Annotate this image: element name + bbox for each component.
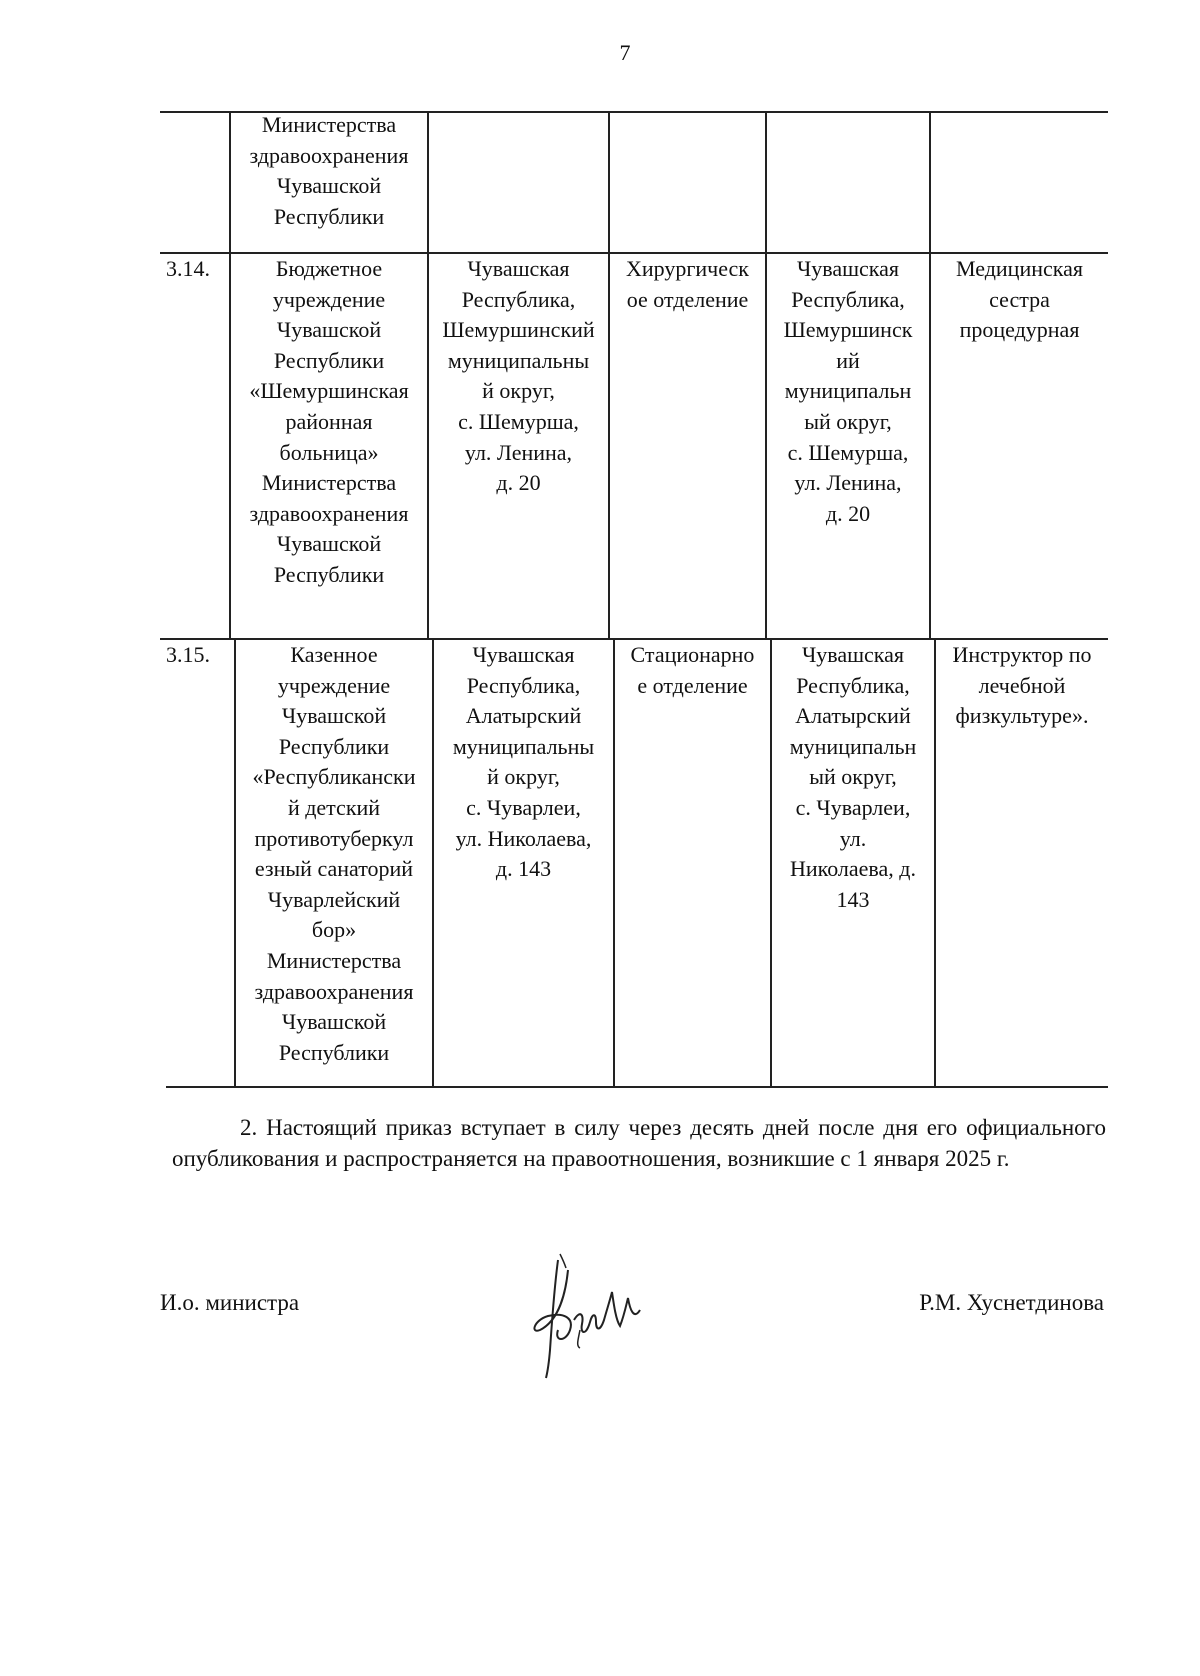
paragraph-text: 2. Настоящий приказ вступает в силу через десять дней после дня его официального опубликования и распространяется на правоотношения, возникшие с 1 января 2025 г. — [172, 1115, 1106, 1171]
table-cell-work-address: Чувашская Республика, Шемуршинск ий муниципальн ый округ, с. Шемурша, ул. Ленина, д. 20 — [783, 256, 913, 526]
table-col-divider — [608, 111, 610, 638]
table-cell-institution: Бюджетное учреждение Чувашской Республики «Шемуршинская районная больница» Министерства здравоохранения Чувашской Республики — [249, 256, 409, 587]
table-cell-institution: Казенное учреждение Чувашской Республики «Республикански й детский противотуберкул езный санаторий Чуварлейский бор» Министерства здравоохранения Чувашской Республики — [252, 642, 416, 1065]
signer-role: И.о. министра — [160, 1290, 300, 1315]
table-cell-address: Чувашская Республика, Шемуршинский муниципальны й округ, с. Шемурша, ул. Ленина, д. 20 — [442, 256, 595, 496]
table-cell-department: Стационарно е отделение — [630, 642, 755, 698]
table-cell-work-address: Чувашская Республика, Алатырский муниципальн ый округ, с. Чуварлеи, ул. Николаева, д. 143 — [789, 642, 917, 912]
table-cell-department: Хирургическ ое отделение — [626, 256, 749, 312]
table-col-divider — [929, 111, 931, 638]
table-col-divider — [613, 638, 615, 1086]
table-cell-position: Медицинская сестра процедурная — [955, 256, 1084, 343]
table-cell-number: 3.14. — [166, 256, 210, 281]
handwritten-signature — [530, 1250, 670, 1380]
table-cell-institution: Министерства здравоохранения Чувашской Республики — [249, 112, 409, 229]
table-cell-number: 3.15. — [166, 642, 210, 667]
order-paragraph — [172, 1112, 1106, 1174]
table-bottom-border — [166, 1086, 1108, 1088]
signer-name: Р.М. Хуснетдинова — [919, 1290, 1104, 1315]
page-number: 7 — [619, 40, 631, 65]
table-cell-address: Чувашская Республика, Алатырский муниципальны й округ, с. Чуварлеи, ул. Николаева, д. 143 — [452, 642, 595, 882]
table-cell-position: Инструктор по лечебной физкультуре». — [952, 642, 1092, 729]
